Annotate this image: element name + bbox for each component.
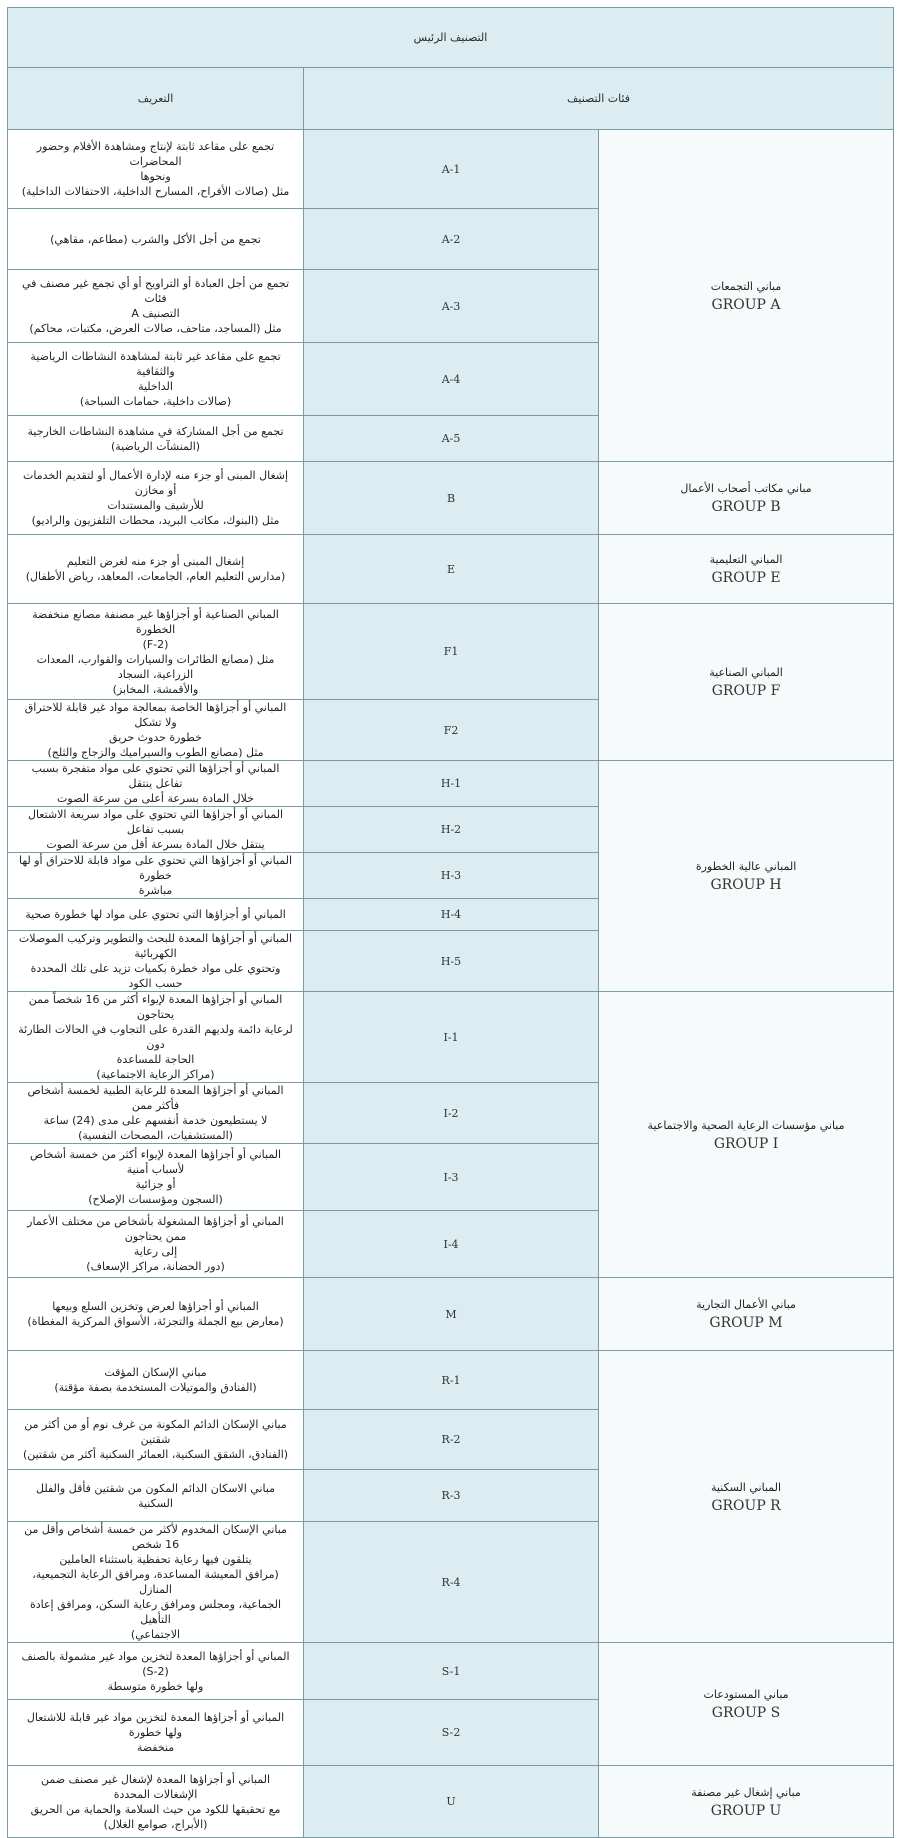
category-definition [8, 1766, 304, 1838]
definition-line: الحاجة للمساعدة [116, 1053, 195, 1066]
category-code: I-2 [304, 1083, 599, 1144]
group-cell [599, 130, 894, 462]
category-code: S-1 [304, 1643, 599, 1700]
table-row [8, 992, 894, 1083]
category-code: I-1 [304, 992, 599, 1083]
definition-line: المباني أو أجزاؤها المشغولة بأشخاص من مختلف الأعمار ممن يحتاجون [27, 1215, 284, 1243]
category-definition [8, 1522, 304, 1643]
definition-line: مباني الاسكان الدائم المكون من شقتين فأقل والفلل السكنية [35, 1481, 276, 1510]
definition-line: والأقمشة، المخابز) [112, 682, 199, 696]
definition-line: المباني أو أجزاؤها المعدة لتخزين مواد غير مشمولة بالصنف (S-2) [21, 1649, 290, 1678]
definition-line: (مراكز الرعاية الاجتماعية) [96, 1068, 215, 1081]
definition-line: ونحوها [140, 170, 171, 183]
definition-line: مع تحقيقها للكود من حيث السلامة والحماية من الحريق [30, 1802, 281, 1816]
definition-line: مثل (صالات الأفراح، المسارح الداخلية، الاحتفالات الداخلية) [21, 185, 290, 198]
group-cell [599, 462, 894, 535]
definition-line: خطورة حدوث حريق [109, 731, 202, 744]
group-code: GROUP M [709, 1315, 783, 1331]
definition-line: (السجون ومؤسسات الإصلاح) [88, 1193, 223, 1206]
definition-line: مباني الإسكان المؤقت [104, 1366, 207, 1379]
group-code: GROUP U [710, 1802, 782, 1819]
group-code: GROUP A [711, 296, 781, 313]
classification-table [7, 7, 894, 1838]
definition-line: مباني الإسكان الدائم المكونة من غرف نوم أو من أكثر من شقتين [24, 1418, 287, 1446]
group-cell [599, 992, 894, 1278]
group-cell [599, 761, 894, 992]
table-row [8, 1643, 894, 1700]
table-row [8, 462, 894, 535]
definition-line: المباني أو أجزاؤها المعدة لإيواء أكثر من 16 شخصاً ممن يحتاجون [28, 993, 283, 1021]
category-code: B [304, 462, 599, 535]
category-code: A-2 [304, 209, 599, 270]
group-code: GROUP B [711, 499, 781, 515]
definition-line: (معارض بيع الجملة والتجزئة، الأسواق المركزية المغطاة) [27, 1315, 284, 1328]
category-code: R-2 [304, 1410, 599, 1470]
definition-line: تجمع على مقاعد غير ثابتة لمشاهدة النشاطات الرياضية والثقافية [30, 350, 281, 378]
definition-line: مثل (مصانع الطائرات والسيارات والقوارب، المعدات الزراعية، السجاد [36, 652, 275, 681]
group-code: GROUP F [711, 683, 781, 699]
definition-line: لرعاية دائمة ولديهم القدرة على التجاوب في الحالات الطارئة دون [18, 1023, 293, 1051]
definition-line: إلى رعاية [133, 1245, 178, 1258]
category-code: R-3 [304, 1470, 599, 1522]
definition-line: الداخلية [138, 380, 173, 393]
definition-line: (مرافق المعيشة المساعدة، ومرافق الرعاية التجميعية، المنازل [32, 1568, 279, 1596]
category-definition [8, 1470, 304, 1522]
category-definition [8, 992, 304, 1083]
definition-line: المباني أو أجزاؤها المعدة للبحث والتطوير وتركيب الموصلات الكهربائية [18, 932, 293, 960]
definition-line: (المنشآت الرياضية) [110, 439, 201, 453]
definition-line: يتلقون فيها رعاية تحفظية باستثناء العاملين [59, 1553, 252, 1566]
group-code: GROUP S [711, 1705, 781, 1721]
category-code: I-4 [304, 1211, 599, 1278]
table-row [8, 1278, 894, 1351]
category-definition [8, 535, 304, 604]
definition-line: المباني أو أجزاؤها التي تحتوي على مواد قابلة للاحتراق أو لها خطورة [18, 854, 293, 882]
definition-line: منخفضة [136, 1741, 175, 1754]
definition-line: (الفنادق والموتيلات المستخدمة بصفة مؤقتة) [54, 1381, 257, 1394]
category-code: E [304, 535, 599, 604]
group-code: GROUP E [711, 570, 781, 586]
category-definition [8, 416, 304, 462]
group-cell [599, 1351, 894, 1643]
definition-line: المباني أو أجزاؤها الخاصة بمعالجة مواد غير قابلة للاحتراق ولا تشكل [24, 701, 287, 729]
category-code: H-5 [304, 931, 599, 992]
definition-line: (الأبراج، صوامع الغلال) [103, 1817, 208, 1831]
group-name: مباني التجمعات [710, 279, 782, 293]
category-definition [8, 1278, 304, 1351]
category-definition [8, 1083, 304, 1144]
group-name: مباني المستودعات [703, 1688, 789, 1701]
definition-line: الجماعية، ومجلس ومرافق رعاية السكن، ومرافق إعادة التأهيل [29, 1598, 282, 1626]
category-code: F1 [304, 604, 599, 700]
group-name: المباني التعليمية [709, 553, 783, 566]
definition-line: وتحتوي على مواد خطرة بكميات تزيد على تلك المحددة حسب الكود [30, 962, 281, 990]
category-code: M [304, 1278, 599, 1351]
category-code: F2 [304, 700, 599, 761]
group-name: مباني مكاتب أصحاب الأعمال [680, 482, 812, 495]
category-definition [8, 1211, 304, 1278]
table-row [8, 604, 894, 700]
group-name: المباني السكنية [711, 1480, 782, 1494]
definition-line: أو جزائية [135, 1178, 176, 1191]
definition-line: مثل (المساجد، متاحف، صالات العرض، مكتبات، محاكم) [29, 322, 282, 335]
category-definition [8, 853, 304, 899]
group-name: مباني الأعمال التجارية [696, 1298, 796, 1311]
definition-line: مثل (مصانع الطوب والسيراميك والزجاج والثلج) [47, 746, 264, 759]
definition-line: (دور الحضانة، مراكز الإسعاف) [86, 1260, 225, 1273]
definition-line: ينتقل خلال المادة بسرعة أقل من سرعة الصوت [46, 838, 265, 851]
definition-line: تجمع من أجل العبادة أو التراويح أو أي تجمع غير مصنف في فئات [21, 277, 290, 305]
group-cell [599, 604, 894, 761]
definition-line: (صالات داخلية، حمامات السباحة) [79, 395, 232, 408]
group-cell [599, 1643, 894, 1766]
table-row [8, 1351, 894, 1410]
category-definition [8, 209, 304, 270]
definition-line: مباني الإسكان المخدوم لأكثر من خمسة أشخاص وأقل من 16 شخص [24, 1523, 287, 1551]
definition-line: المباني أو أجزاؤها المعدة لتخزين مواد غير قابلة للاشتعال ولها خطورة [26, 1711, 285, 1739]
definition-line: المباني أو أجزاؤها لعرض وتخزين السلع وبيعها [52, 1300, 259, 1313]
category-definition [8, 462, 304, 535]
category-code: H-3 [304, 853, 599, 899]
category-code: R-4 [304, 1522, 599, 1643]
category-definition [8, 1410, 304, 1470]
definition-line: (الفنادق، الشقق السكنية، العمائر السكنية أكثر من شقتين) [22, 1448, 289, 1461]
definition-line: خلال المادة بسرعة أعلى من سرعة الصوت [57, 792, 254, 805]
category-definition [8, 931, 304, 992]
category-code: H-1 [304, 761, 599, 807]
category-definition [8, 807, 304, 853]
category-definition [8, 130, 304, 209]
category-definition [8, 270, 304, 343]
category-code: R-1 [304, 1351, 599, 1410]
definition-line: المباني أو أجزاؤها المعدة لإشغال غير مصنف ضمن الإشغالات المحددة [40, 1772, 271, 1801]
category-definition [8, 1643, 304, 1700]
category-definition [8, 761, 304, 807]
category-code: H-4 [304, 899, 599, 931]
definition-line: إشغال المبنى أو جزء منه لإدارة الأعمال أو لتقديم الخدمات أو مخازن [23, 469, 289, 497]
category-code: S-2 [304, 1700, 599, 1766]
definition-line: للأرشيف والمستندات [107, 499, 204, 512]
group-name: مباني مؤسسات الرعاية الصحية والاجتماعية [647, 1118, 845, 1132]
categories-header: فئات التصنيف [304, 68, 894, 130]
definition-line: إشغال المبنى أو جزء منه لغرض التعليم [66, 555, 245, 568]
table-row [8, 535, 894, 604]
group-code: GROUP R [711, 1497, 781, 1514]
category-definition [8, 1700, 304, 1766]
group-name: المباني عالية الخطورة [695, 860, 797, 873]
category-definition [8, 1351, 304, 1410]
category-code: A-4 [304, 343, 599, 416]
definition-line: (F-2) [142, 637, 169, 651]
category-code: A-3 [304, 270, 599, 343]
category-code: A-5 [304, 416, 599, 462]
definition-line: تجمع على مقاعد ثابتة لإنتاج ومشاهدة الأفلام وحضور المحاضرات [36, 140, 275, 168]
definition-line: المباني أو أجزاؤها المعدة لإيواء أكثر من خمسة أشخاص لأسباب أمنية [29, 1148, 282, 1176]
definition-line: التصنيف A [131, 307, 180, 320]
category-definition [8, 604, 304, 700]
table-row [8, 1766, 894, 1838]
definition-line: المباني أو أجزاؤها التي تحتوي على مواد سريعة الاشتعال بسبب تفاعل [27, 808, 284, 836]
category-code: H-2 [304, 807, 599, 853]
group-name: مباني إشغال غير مصنفة [691, 1785, 801, 1799]
definition-line: تجمع من أجل الأكل والشرب (مطاعم، مقاهي) [50, 232, 261, 246]
group-name: المباني الصناعية [709, 666, 783, 679]
definition-line: تجمع من أجل المشاركة في مشاهدة النشاطات الخارجية [27, 424, 284, 438]
definition-line: مثل (البنوك، مكاتب البريد، محطات التلفزيون والراديو) [31, 514, 280, 527]
group-cell [599, 1766, 894, 1838]
category-definition [8, 700, 304, 761]
table-row [8, 761, 894, 807]
category-code: I-3 [304, 1144, 599, 1211]
definition-line: المباني أو أجزاؤها المعدة للرعاية الطبية لخمسة أشخاص فأكثر ممن [27, 1084, 284, 1112]
definition-line: مباشرة [138, 884, 173, 897]
category-code: A-1 [304, 130, 599, 209]
definition-line: المباني أو أجزاؤها التي تحتوي على مواد متفجرة بسبب تفاعل ينتقل [31, 762, 280, 790]
definition-line: (المستشفيات، المصحات النفسية) [78, 1129, 233, 1142]
definition-line: المباني الصناعية أو أجزاؤها غير مصنفة مصانع منخفضة الخطورة [32, 607, 279, 636]
group-code: GROUP I [713, 1135, 779, 1152]
table-row [8, 130, 894, 209]
category-definition [8, 1144, 304, 1211]
category-code: U [304, 1766, 599, 1838]
definition-line: المباني أو أجزاؤها التي تحتوي على مواد لها خطورة صحية [25, 908, 286, 921]
definition-line: لا يستطيعون خدمة أنفسهم على مدى (24) ساعة [43, 1114, 268, 1127]
main-classification-header: التصنيف الرئيس [8, 8, 894, 68]
category-definition [8, 343, 304, 416]
classification-body [8, 130, 894, 1838]
group-cell [599, 1278, 894, 1351]
definition-header: التعريف [8, 68, 304, 130]
definition-line: (مدارس التعليم العام، الجامعات، المعاهد، رياض الأطفال) [25, 570, 286, 583]
definition-line: ولها خطورة متوسطة [107, 1679, 204, 1693]
category-definition [8, 899, 304, 931]
group-cell [599, 535, 894, 604]
group-code: GROUP H [710, 877, 782, 893]
definition-line: الاجتماعي) [130, 1628, 181, 1641]
